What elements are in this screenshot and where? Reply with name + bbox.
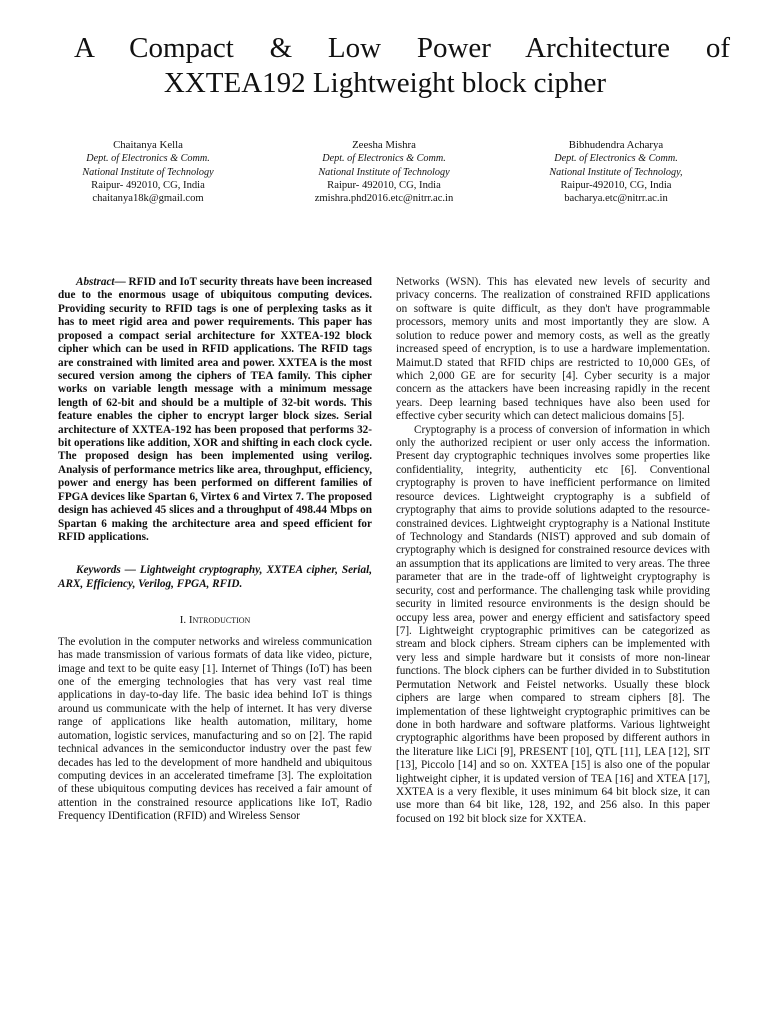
- author-2: [264, 139, 504, 205]
- author-email: zmishra.phd2016.etc@nitrr.ac.in: [314, 193, 454, 205]
- author-email: chaitanya18k@gmail.com: [92, 193, 204, 205]
- author-name: Bibhudendra Acharya: [568, 139, 664, 151]
- author-name: Zeesha Mishra: [352, 139, 416, 151]
- abstract: [58, 276, 372, 544]
- keywords: Keywords — Lightweight cryptography, XXTEA cipher, Serial, ARX, Efficiency, Verilog, FPGA, RFID.: [58, 564, 372, 590]
- author-dept: Dept. of Electronics & Comm.: [86, 153, 210, 165]
- abstract-body: — RFID and IoT security threats have been increased due to the enormous usage of ubiquitous computing devices. Providing security to RFID tags is one of perplexing tasks as it has to meet rigid area and power requirements. This paper has proposed a compact serial architecture for XXTEA-192 block cipher which can be used in RFID applications. The RFID tags are constrained with limited area and power. XXTEA is the most secured version among the ciphers of TEA family. This cipher works on variable length message with a minimum message length of 62-bit and should be a multiple of 32-bit words. This feature enables the cipher to encrypt larger block sizes. Serial architecture of XXTEA-192 has been proposed that performs 32-bit operations like addition, XOR and shifting in each clock cycle. The proposed design has been implemented using verilog. Analysis of performance metrics like area, throughput, efficiency, power and energy has been performed on different families of FPGA devices like Spartan 6, Virtex 6 and Virtex 7. The proposed design has achieved 45 slices and a throughput of 498.44 Mbps on Spartan 6 making the architecture area and speed efficient for RFID applications.: [58, 276, 372, 544]
- paper-title-line-2: XXTEA192 Lightweight block cipher: [163, 67, 607, 99]
- paper-title-line-1: A Compact & Low Power Architecture of: [74, 32, 730, 64]
- author-1: [28, 139, 268, 205]
- author-dept: Dept. of Electronics & Comm.: [554, 153, 678, 165]
- right-column: [396, 276, 710, 826]
- body-paragraph: Cryptography is a process of conversion of information in which only the authorized recipient or user only access the information. Present day cryptographic techniques involves some properties like confidentiality, integrity, authenticity etc [6]. Conventional cryptography is proven to have inefficient performance on limited resource devices. Lightweight cryptography is a subfield of cryptography that aims to provide solutions adapted to the resource-constrained devices. Lightweight cryptography is a National Institute of Technology and Standards (NIST) approved and sub domain of cryptography which is designed for constrained resource devices with an assumption that its applications are limited to very areas. The three parameter that are in the trade-off of lightweight cryptography is security, cost and performance. The challenging task while providing security in limited resource environments is the design should be occupy less area, power and energy efficient and satisfactory speed [7]. Lightweight cryptographic primitives can be categorized as stream and block ciphers. Stream ciphers can be implemented with very less and simple hardware but it consists of more non-linear functions. The block ciphers can be further divided in to Substitution Permutation Network and Feistel networks. Usually these block ciphers are large when compared to stream ciphers [8]. The implementation of these lightweight cryptographic primitives can be done in both hardware and software platforms. Various lightweight cryptographic algorithms have been proposed by different authors in the literature like LiCi [9], PRESENT [10], QTL [11], LEA [12], SIT [13], Piccolo [14] and so on. XXTEA [15] is also one of the popular lightweight cipher, it is updated version of TEA [16] and XTEA [17], XXTEA is a very flexible, it uses minimum 64 bit block size, it can use more than 64 bit like, 128, 192, and 256 also. In this paper focused on 192 bit block size for XXTEA.: [396, 423, 710, 825]
- author-institute: National Institute of Technology: [318, 166, 450, 178]
- abstract-lead: Abstract: [76, 276, 115, 288]
- author-dept: Dept. of Electronics & Comm.: [322, 153, 446, 165]
- section-number: I.: [179, 614, 187, 627]
- author-address: Raipur- 492010, CG, India: [91, 179, 205, 191]
- author-institute: National Institute of Technology: [82, 166, 214, 178]
- author-address: Raipur-492010, CG, India: [560, 179, 672, 191]
- paper-title: [40, 32, 730, 100]
- body-paragraph: The evolution in the computer networks and wireless communication has made transmission of various formats of data like video, picture, image and text to be quite easy [1]. Internet of Things (IoT) has been one of the emerging technologies that has very vast real time applications in day-to-day life. The basic idea behind IoT is things around us communicate with the help of internet. It has very diverse range of applications like health automation, military, home automation, logistic services, manufacturing and so on [2]. The rapid technical advances in the semiconductor industry over the past few decades has led to the development of more handheld and ubiquitous computing devices in an accelerated timeframe [3]. The exploitation of these ubiquitous computing devices has received a fair amount of attention in the constrained resource applications like IoT, Radio Frequency IDentification (RFID) and Wireless Sensor: [58, 635, 372, 823]
- section-heading-introduction: [58, 614, 372, 627]
- author-3: [496, 139, 736, 205]
- body-paragraph: Networks (WSN). This has elevated new levels of security and privacy concerns. The realization of constrained RFID applications on software is quite difficult, as they don't have programmable processors, memory units and most importantly they are slow. A solution to reduce power and memory costs, as well as the greatly increased speed of encryption, is to use a hardware implementation. Maimut.D stated that RFID chips are restricted to 10,000 GEs, of which 2,000 GE are for security [4]. Cyber security is a major concern as the attackers have been increasing rapidly in the recent years. Deep learning based techniques have also been used for effective cyber security which can detect malicious domains [5].: [396, 276, 710, 423]
- author-email: bacharya.etc@nitrr.ac.in: [564, 193, 668, 205]
- left-column: [58, 276, 372, 824]
- author-name: Chaitanya Kella: [113, 139, 183, 151]
- section-title: Introduction: [188, 614, 251, 627]
- author-institute: National Institute of Technology,: [549, 166, 683, 178]
- author-address: Raipur- 492010, CG, India: [327, 179, 441, 191]
